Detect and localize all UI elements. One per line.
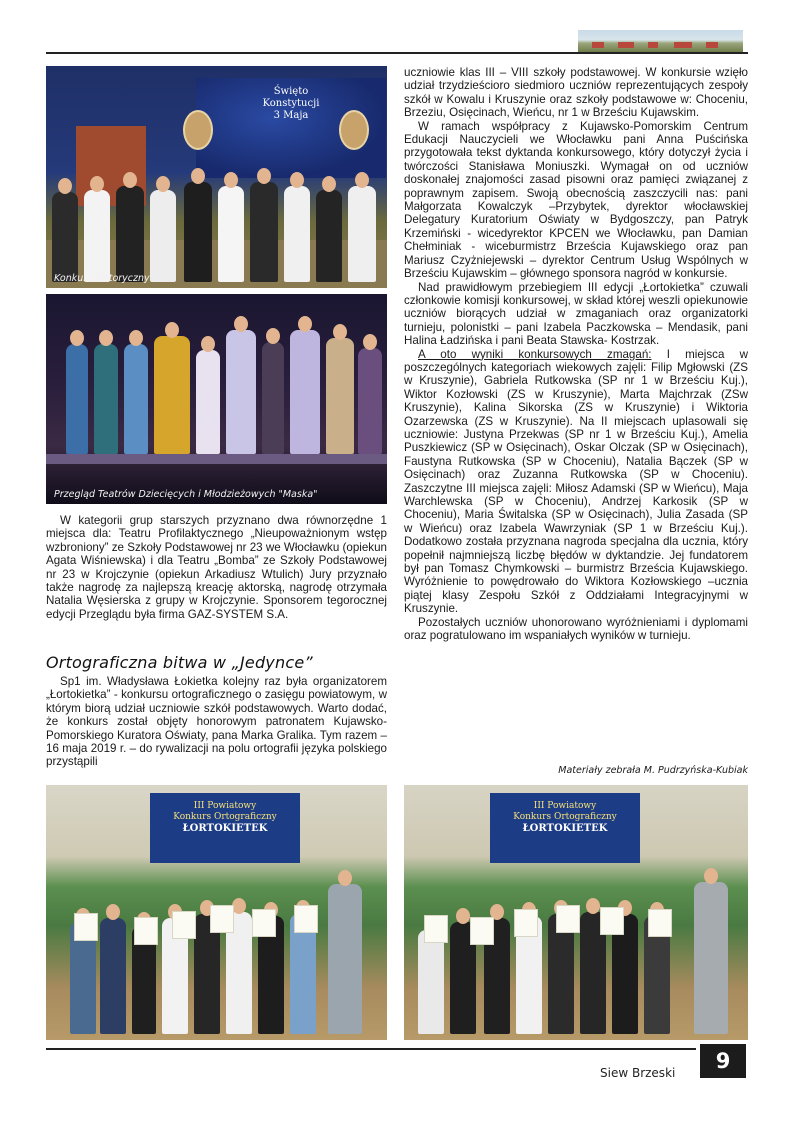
right-column [404, 66, 748, 642]
paragraph: W kategorii grup starszych przyznano dwa równorzędne 1 miejsca dla: Teatru Profilaktycznego „Nieupoważnionym wstęp wzbroniony” ze Szkoły Podstawowej nr 23 we Włocławku (opiekun Agata Wiśniewska) i dla Teatru „Bomba” ze Szkoły Podstawowej nr 23 w Krojczynie (opiekun Arkadiusz Wtulich) Jury przyznało także nagrodę za najlepszą kreację aktorską, nagrodę otrzymała Natalia Węsierska z grupy w Krojczynie. Sponsorem tegorocznej edycji Przeglądu była firma GAZ-SYSTEM S.A. [46, 514, 387, 621]
contest-banner-line-2: Konkurs Ortograficzny [173, 812, 277, 822]
photo-caption: Przegląd Teatrów Dziecięcych i Młodzieżowych "Maska" [54, 489, 318, 500]
footer-rule [46, 1048, 696, 1050]
banner-line-2: Konstytucji [262, 98, 320, 109]
stage-edge [46, 454, 387, 464]
spelling-contest-photo-right [404, 785, 748, 1040]
paragraph: Nad prawidłowym przebiegiem III edycji „Łortokietka” czuwali członkowie komisji konkursowej, w skład której weszli opiekunowie uczniów biorących udział w zmaganiach oraz organizatorki turnieju, polonistki – pani Izabela Paczkowska – Mendasik, pani Halina Ładzińska i pani Beata Stawska- Kostrzak. [404, 280, 748, 348]
left-column-upper [46, 514, 387, 621]
paragraph: Pozostałych uczniów uhonorowano wyróżnieniami i dyplomami oraz pogratulowano im wspaniałych wyników w turnieju. [404, 615, 748, 643]
banner-line-1: Święto [273, 86, 309, 97]
results-text: I miejsca w poszczególnych kategoriach wiekowych zajęli: Filip Mgłowski (ZS w Kruszynie), Gabriela Rutkowska (SP nr 1 w Brześciu Kuj.), Wiktor Kozłowski (ZS w Kruszynie), Marta Majchrzak (ZSw Kruszynie), Kalina Sikorska (ZS w Kruszynie) i Wiktoria Ozarzewska (ZS w Kruszynie). Na II miejscach uplasowali się uczniowie: Justyna Przekwas (SP nr 1 w Brześciu Kuj.), Amelia Puszkiewicz (SP w Osięcinach), Oskar Olczak (SP w Osięcinach), Faustyna Rutkowska (SP w Choceniu), Natalia Bączek (SP w Osięcinach) oraz Zuzanna Rutkowska (SP w Choceniu). Zaszczytne III miejsca zajęli: Miłosz Adamski (SP w Wieńcu), Maja Warchlewska (SP w Choceniu), Andrzej Karkosik (SP w Choceniu), Maria Świtalska (SP w Osięcinach), Julia Zasada (SP w Wieńcu) oraz Izabela Wawrzyniak (SP 1 w Brześciu Kuj.). Dodatkowo została przyznana nagroda specjalna dla ucznia, który popełnił najmniejszą liczbę błędów w dyktandzie. Jej fundatorem był pan Tomasz Chymkowski – burmistrz Brześcia Kujawskiego. Wyróżnienie to powędrowało do Wiktora Kozłowskiego –ucznia piątej klasy Zespołu Szkół z Oddziałami Integracyjnymi w Kruszynie. [404, 347, 748, 616]
header-rule [46, 52, 748, 54]
results-paragraph [404, 348, 748, 616]
contest-banner [490, 793, 640, 863]
section-title: Ortograficzna bitwa w „Jedynce” [46, 653, 313, 672]
contest-banner-line-3: ŁORTOKIETEK [522, 823, 608, 834]
results-heading: A oto wyniki konkursowych zmagań: [418, 347, 652, 361]
paragraph: uczniowie klas III – VIII szkoły podstawowej. W konkursie wzięło udział trzydzieścioro siedmioro uczniów reprezentujących zespoły szkół w Kowalu i Kruszynie oraz szkoły podstawowe w: Choceniu, Brzeziu, Osięcinach, Wieńcu, nr 1 w Brześciu Kujawskim. [404, 66, 748, 120]
publication-name: Siew Brzeski [600, 1066, 676, 1080]
contest-banner-line-3: ŁORTOKIETEK [182, 823, 268, 834]
photo-caption: Konkurs historyczny [54, 273, 150, 284]
banner-text [236, 86, 346, 122]
portrait-left [183, 110, 213, 150]
header-landscape-image [578, 30, 743, 52]
history-contest-photo [46, 66, 387, 288]
author-credit: Materiały zebrała M. Pudrzyńska-Kubiak [558, 765, 748, 776]
theatre-review-photo [46, 294, 387, 504]
paragraph: W ramach współpracy z Kujawsko-Pomorskim Centrum Edukacji Nauczycieli we Włocławku pani Anna Puścińska przygotowała tekst dyktanda konkursowego, który dotyczył życia i twórczości Stanisława Moniuszki. Wymagał on od uczniów doskonałej znajomości zasad pisowni oraz pamięci związanej z poprawnym zapisem. Swoją obecnością zaszczycili nas: pani Małgorzata Kowalczyk –Przybytek, dyrektor włocławskiej Delegatury Kuratorium Oświaty w Bydgoszczy, pan Patryk Krzemiński - wicedyrektor KPCEN we Włocławku, pan Damian Chełminiak - wiceburmistrz Brześcia Kujawskiego oraz pan Mariusz Czyżniejewski – dyrektor Centrum Usług Wspólnych w Brześciu Kujawskim – głównego sponsora nagród w konkursie. [404, 119, 748, 281]
contest-banner-line-1: III Powiatowy [533, 801, 597, 811]
page-number: 9 [700, 1044, 746, 1078]
banner-line-3: 3 Maja [273, 110, 309, 121]
paragraph: Sp1 im. Władysława Łokietka kolejny raz była organizatorem „Łortokietka” - konkursu ortograficznego o zasięgu powiatowym, w którym biorą udział uczniowie szkół podstawowych. Warto dodać, że konkurs został objęty honorowym patronatem Kujawsko- Pomorskiego Kuratora Oświaty, pana Marka Gralika. Tym razem –16 maja 2019 r. – do rywalizacji na polu ortografii języka polskiego przystąpili [46, 675, 387, 769]
contest-banner [150, 793, 300, 863]
spelling-contest-photo-left [46, 785, 387, 1040]
contest-banner-line-2: Konkurs Ortograficzny [513, 812, 617, 822]
left-column-lower [46, 675, 387, 769]
contest-banner-line-1: III Powiatowy [193, 801, 257, 811]
